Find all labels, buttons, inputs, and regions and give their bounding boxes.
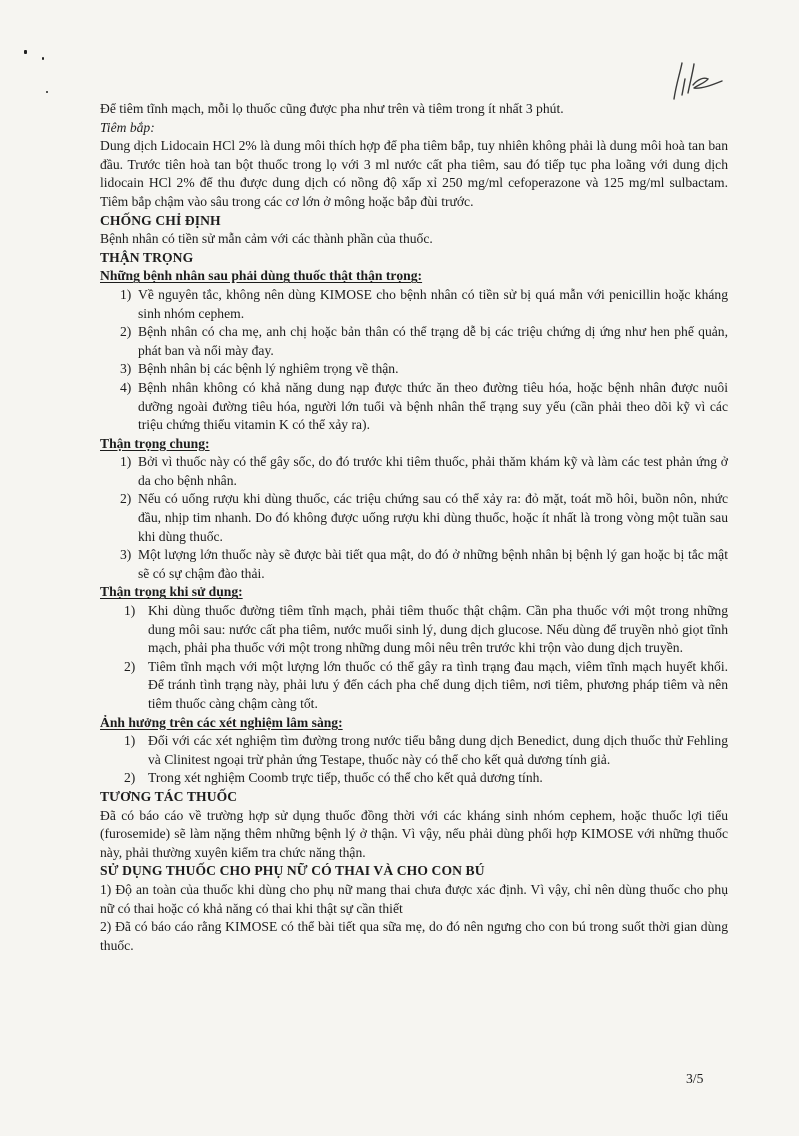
list-item: 4) Bệnh nhân không có khả năng dung nạp được thức ăn theo đường tiêu hóa, hoặc bệnh nhân được nuôi dưỡng ngoài đường tiêu hóa, người lớn tuổi và bệnh nhân thể trạng suy yếu (cần phải theo dõi kỹ vì các triệu chứng thiếu vitamin K có thể xảy ra). xyxy=(120,379,728,433)
list-item: 1) Đối với các xét nghiệm tìm đường trong nước tiểu bằng dung dịch Benedict, dung dịch thuốc thử Fehling và Clinitest ngoại trừ phản ứng Testape, thuốc này có thể cho kết quả dương tính giả. xyxy=(124,733,728,767)
precautions-heading: THẬN TRỌNG xyxy=(100,249,194,265)
usage-precautions-list xyxy=(100,602,728,714)
list-item: 1) Bởi vì thuốc này có thể gây sốc, do đó trước khi tiêm thuốc, phải thăm khám kỹ và làm các test phản ứng ở da cho bệnh nhân. xyxy=(120,454,728,488)
list-item: 1) Về nguyên tắc, không nên dùng KIMOSE cho bệnh nhân có tiền sử bị quá mẫn với penicillin hoặc kháng sinh nhóm cephem. xyxy=(120,286,728,321)
precaution-patients-heading: Những bệnh nhân sau phải dùng thuốc thật thận trọng: xyxy=(100,268,423,284)
contraindications-heading: CHỐNG CHỈ ĐỊNH xyxy=(100,212,221,228)
im-injection-paragraph: Dung dịch Lidocain HCl 2% là dung môi thích hợp để pha tiêm bắp, tuy nhiên không phải là dung môi hoà tan ban đầu. Trước tiên hoà tan bột thuốc trong lọ với 3 ml nước cất pha tiêm, sau đó tiếp tục pha loãng với dung dịch lidocain HCl 2% để thu được dung dịch có nồng độ xấp xỉ 250 mg/ml cefoperazone và 125 mg/ml sulbactam. Tiêm bắp chậm vào sâu trong các cơ lớn ở mông hoặc bắp đùi trước. xyxy=(100,138,728,209)
list-item: 3) Bệnh nhân bị các bệnh lý nghiêm trọng về thận. xyxy=(120,361,399,377)
list-item: 2) Tiêm tĩnh mạch với một lượng lớn thuốc có thể gây ra tình trạng đau mạch, viêm tĩnh mạch huyết khối. Để tránh tình trạng này, phải lưu ý đến cách pha chế dung dịch tiêm, nơi tiêm, phương pháp tiêm và nên tiêm thuốc càng chậm càng tốt. xyxy=(124,658,728,711)
list-item: 2) Bệnh nhân có cha mẹ, anh chị hoặc bản thân có thể trạng dễ bị các triệu chứng dị ứng như hen phế quản, phát ban và nổi mày đay. xyxy=(120,324,728,358)
general-precautions-heading: Thận trọng chung: xyxy=(100,435,210,451)
document-body xyxy=(100,100,728,955)
im-injection-label: Tiêm bắp: xyxy=(100,119,155,135)
interactions-heading: TƯƠNG TÁC THUỐC xyxy=(100,788,238,804)
interactions-paragraph: Đã có báo cáo về trường hợp sử dụng thuốc đồng thời với các kháng sinh nhóm cephem, hoặc thuốc lợi tiểu (furosemide) sẽ làm nặng thêm những bệnh lý ở thận. Vì vậy, nếu phải dùng phối hợp KIMOSE với những thuốc này, phải thường xuyên kiểm tra chức năng thận. xyxy=(100,807,728,860)
precaution-patients-list xyxy=(100,286,728,435)
usage-precautions-heading: Thận trọng khi sử dụng: xyxy=(100,584,243,600)
scan-speck xyxy=(24,50,27,54)
list-item: 3) Một lượng lớn thuốc này sẽ được bài tiết qua mật, do đó ở những bệnh nhân bị bệnh lý gan hoặc bị tắc mật sẽ có sự chậm đào thải. xyxy=(120,547,728,581)
pregnancy-paragraph-2: 2) Đã có báo cáo rằng KIMOSE có thể bài tiết qua sữa mẹ, do đó nên ngưng cho con bú trong suốt thời gian dùng thuốc. xyxy=(100,919,728,953)
list-item: 1) Khi dùng thuốc đường tiêm tĩnh mạch, phải tiêm thuốc thật chậm. Cần pha thuốc với một trong những dung môi sau: nước cất pha tiêm, nước muối sinh lý, dung dịch glucose. Nếu dùng để truyền nhỏ giọt tĩnh mạch, phải pha thuốc với một trong những dung môi nêu trên trước khi trộn vào dung dịch truyền. xyxy=(124,603,728,656)
lab-tests-heading: Ảnh hưởng trên các xét nghiệm lâm sàng: xyxy=(100,714,343,730)
intro-paragraph: Để tiêm tĩnh mạch, mỗi lọ thuốc cũng được pha như trên và tiêm trong ít nhất 3 phút. xyxy=(100,101,564,116)
list-item: 2) Trong xét nghiệm Coomb trực tiếp, thuốc có thể cho kết quả dương tính. xyxy=(124,770,543,786)
scan-speck xyxy=(46,91,48,93)
general-precautions-list xyxy=(100,453,728,583)
contraindications-paragraph: Bệnh nhân có tiền sử mẫn cảm với các thành phần của thuốc. xyxy=(100,231,433,247)
pregnancy-paragraph-1: 1) Độ an toàn của thuốc khi dùng cho phụ nữ mang thai chưa được xác định. Vì vậy, chỉ nên dùng thuốc cho phụ nữ có thai hoặc có khả năng có thai khi thật sự cần thiết xyxy=(100,881,728,916)
lab-tests-list xyxy=(100,732,728,788)
list-item: 2) Nếu có uống rượu khi dùng thuốc, các triệu chứng sau có thể xảy ra: đỏ mặt, toát mồ hôi, buồn nôn, nhức đầu, nhịp tim nhanh. Do đó không được uống rượu khi dùng thuốc, hoặc ít nhất là trong vòng một tuần sau khi dùng thuốc. xyxy=(120,491,728,544)
page-number: 3/5 xyxy=(686,1071,704,1086)
scan-speck xyxy=(42,57,44,60)
pregnancy-heading: SỬ DỤNG THUỐC CHO PHỤ NỮ CÓ THAI VÀ CHO CON BÚ xyxy=(100,863,485,879)
